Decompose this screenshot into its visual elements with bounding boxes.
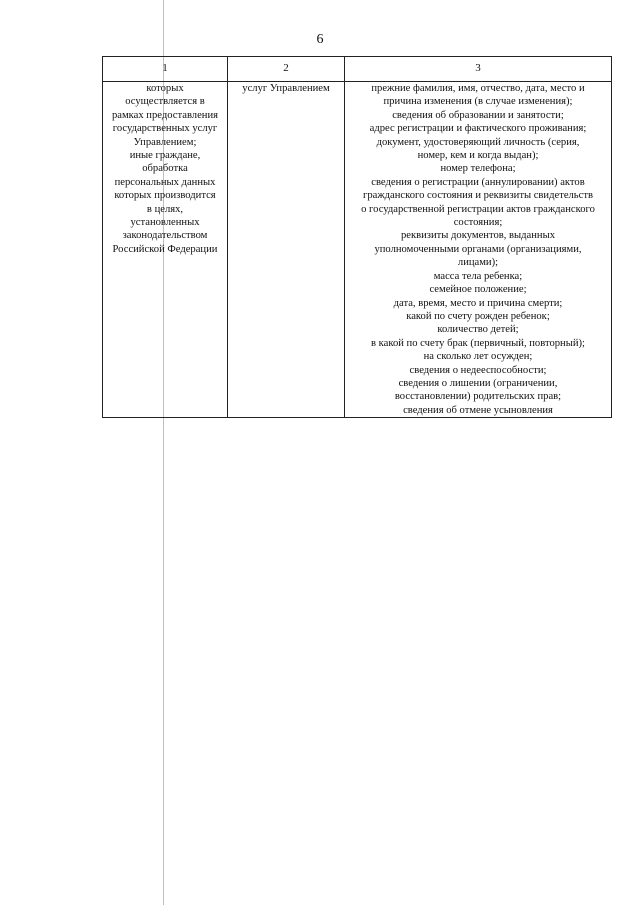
table-row [103,82,612,418]
cell-line: реквизиты документов, выданных [400,230,556,242]
cell-line: дата, время, место и причина смерти; [393,297,563,309]
column-header-2: 2 [228,57,345,82]
cell-line: прежние фамилия, имя, отчество, дата, место и [371,83,585,94]
cell-line: какой по счету рожден ребенок; [406,310,550,322]
cell-line: обработка [142,163,188,175]
cell-line: адрес регистрации и фактического проживания; [369,123,587,135]
cell-line: на сколько лет осужден; [423,351,533,363]
cell-line: лицами); [457,257,499,269]
cell-line: сведения об образовании и занятости; [392,109,564,121]
cell-line: законодательством [122,230,208,242]
cell-line: в какой по счету брак (первичный, повторный); [371,337,585,349]
cell-line: сведения о недееспособности; [409,364,547,376]
column-header-3: 3 [345,57,612,82]
page-number: 6 [316,32,324,47]
cell-line: в целях, [146,203,184,215]
cell-line: Российской Федерации [112,243,218,255]
cell-line: масса тела ребенка; [433,270,523,282]
cell-line: семейное положение; [429,284,527,296]
cell-line: о государственной регистрации актов гражданского [361,203,595,215]
data-table [102,56,612,418]
cell-line: услуг Управлением [242,83,330,94]
cell-line: гражданского состояния и реквизиты свидетельств [363,190,593,202]
cell-line: осуществляется в [125,96,205,108]
cell-line: которых [146,83,184,94]
cell-line: количество детей; [437,324,519,336]
cell-line: рамках предоставления [111,109,219,121]
cell-line: восстановлении) родительских прав; [394,391,562,403]
cell-line: сведения о лишении (ограничении, [398,377,558,389]
cell-line: Управлением; [133,136,197,148]
header-row [103,57,612,82]
cell-line: сведения о регистрации (аннулировании) актов [371,176,585,188]
cell-line: установленных [130,217,200,229]
cell-line: государственных услуг [112,123,218,135]
cell-line: состояния; [453,217,503,229]
cell-data-list [345,82,612,418]
column-header-1: 1 [103,57,228,82]
cell-line: номер телефона; [440,163,516,175]
cell-line: сведения об отмене усыновления [403,404,553,416]
cell-subjects [103,82,228,418]
cell-line: иные граждане, [129,150,201,162]
cell-line: причина изменения (в случае изменения); [383,96,573,108]
cell-purpose [228,82,345,418]
cell-line: которых производится [114,190,216,202]
cell-line: документ, удостоверяющий личность (серия, [376,136,580,148]
cell-line: номер, кем и когда выдан); [417,150,539,162]
cell-line: уполномоченными органами (организациями, [374,243,582,255]
cell-line: персональных данных [114,176,216,188]
